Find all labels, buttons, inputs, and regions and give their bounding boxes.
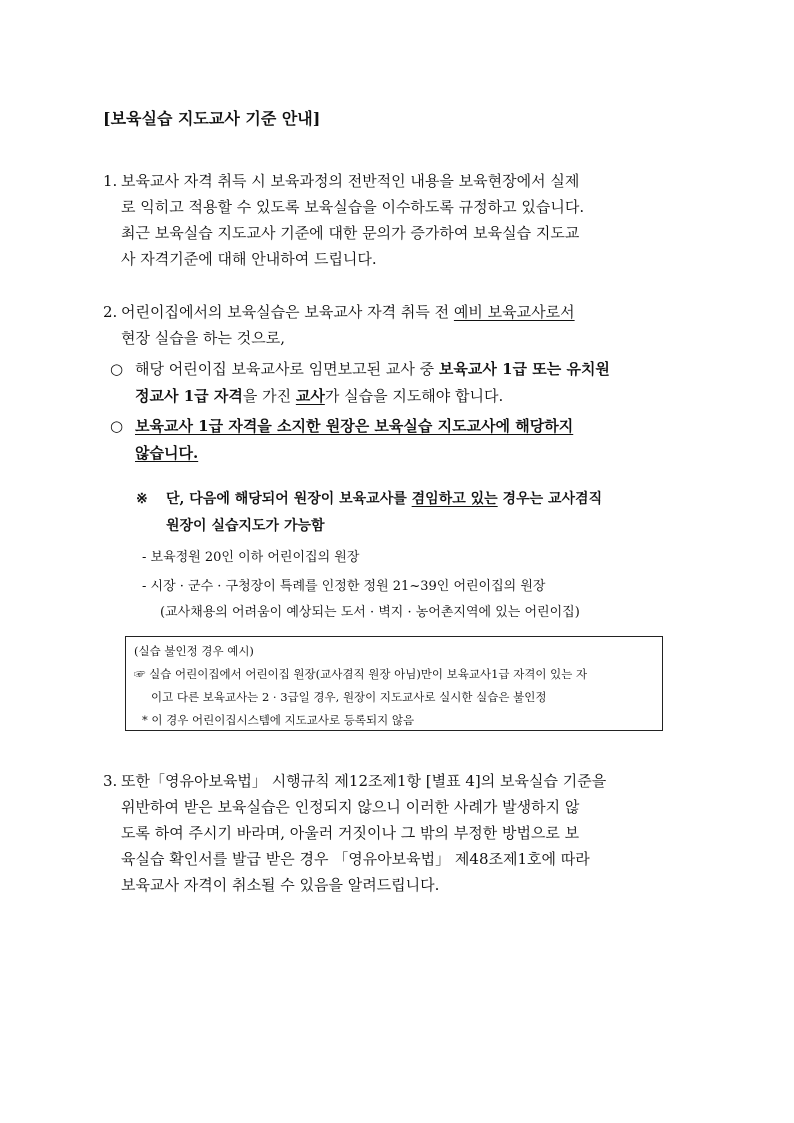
bullet-1-bold: 정교사 1급 자격: [135, 387, 243, 405]
circle-bullet-icon: ○: [110, 360, 124, 378]
section-1: [103, 168, 673, 272]
document-title: [보육실습 지도교사 기준 안내]: [103, 109, 321, 128]
bullet-1-text: 을 가진: [242, 387, 296, 405]
section-1-line: 로 익히고 적용할 수 있도록 보육실습을 이수하도록 규정하고 있습니다.: [121, 198, 585, 216]
bullet-2-line-2: [135, 440, 670, 467]
circle-bullet-icon: ○: [110, 417, 124, 435]
section-3-line: 육실습 확인서를 발급 받은 경우 「영유아보육법」 제48조제1호에 따라: [121, 850, 590, 868]
reference-mark-icon: ※: [136, 491, 148, 507]
section-1-line: 사 자격기준에 대해 안내하여 드립니다.: [121, 250, 377, 268]
dash-item-2-paren: (교사채용의 어려움이 예상되는 도서 · 벽지 · 농어촌지역에 있는 어린이집): [160, 605, 580, 620]
section-2-line-1: [121, 299, 673, 325]
section-3-number: 3.: [103, 772, 118, 790]
section-2-number: 2.: [103, 303, 118, 321]
bullet-1-line-2: [135, 383, 670, 410]
bullet-1-bold-underlined: 교사: [295, 387, 325, 405]
bullet-1: [110, 356, 670, 410]
section-2-line-1-text: 어린이집에서의 보육실습은 보육교사 자격 취득 전: [121, 303, 454, 321]
bullet-1-text: 가 실습을 지도해야 합니다.: [324, 387, 504, 405]
section-3-line: 위반하여 받은 보육실습은 인정되지 않으니 이러한 사례가 발생하지 않: [121, 798, 580, 816]
bullet-2-bold-underlined: 보육교사 1급 자격을 소지한 원장은 보육실습 지도교사에 해당하지: [135, 417, 574, 435]
bullet-2-bold-underlined: 않습니다.: [135, 444, 199, 462]
example-box-line-2: 이고 다른 보육교사는 2 · 3급일 경우, 원장이 지도교사로 실시한 실습은 불인정: [151, 690, 547, 704]
example-box-line-3: * 이 경우 어린이집시스템에 지도교사로 등록되지 않음: [142, 713, 415, 727]
dash-item-1: - 보육정원 20인 이하 어린이집의 원장: [142, 550, 360, 565]
section-2: [103, 299, 673, 351]
note: [136, 486, 676, 540]
bullet-1-text: 해당 어린이집 보육교사로 임면보고된 교사 중: [135, 360, 439, 378]
example-box-line-1: ☞ 실습 어린이집에서 어린이집 원장(교사겸직 원장 아님)만이 보육교사1급 자격이 있는 자: [134, 667, 588, 681]
section-1-line: 최근 보육실습 지도교사 기준에 대한 문의가 증가하여 보육실습 지도교: [121, 224, 580, 242]
note-line-2: 원장이 실습지도가 가능함: [166, 518, 325, 534]
note-underlined: 겸임하고 있는: [411, 491, 498, 507]
note-text: 경우는 교사겸직: [497, 491, 603, 507]
bullet-1-line-1: [135, 356, 670, 383]
bullet-1-bold: 보육교사 1급 또는 유치원: [438, 360, 610, 378]
section-2-line-2: 현장 실습을 하는 것으로,: [121, 329, 285, 347]
section-1-number: 1.: [103, 172, 118, 190]
section-1-line: 보육교사 자격 취득 시 보육과정의 전반적인 내용을 보육현장에서 실제: [121, 172, 580, 190]
dash-item-2: - 시장 · 군수 · 구청장이 특례를 인정한 정원 21~39인 어린이집의 원장: [142, 579, 546, 594]
example-box: [125, 636, 663, 731]
bullet-2: [110, 413, 670, 467]
example-box-header: (실습 불인정 경우 예시): [134, 644, 254, 658]
bullet-2-line-1: [135, 413, 670, 440]
note-text: 단, 다음에 해당되어 원장이 보육교사를: [166, 491, 412, 507]
section-3-line: 보육교사 자격이 취소될 수 있음을 알려드립니다.: [121, 876, 440, 894]
section-2-line-1-underlined: 예비 보육교사로서: [453, 303, 575, 321]
section-3-line: 도록 하여 주시기 바라며, 아울러 거짓이나 그 밖의 부정한 방법으로 보: [121, 824, 580, 842]
section-3: [103, 768, 673, 898]
section-3-line: 또한「영유아보육법」 시행규칙 제12조제1항 [별표 4]의 보육실습 기준을: [121, 772, 607, 790]
note-line-1: [166, 486, 676, 513]
